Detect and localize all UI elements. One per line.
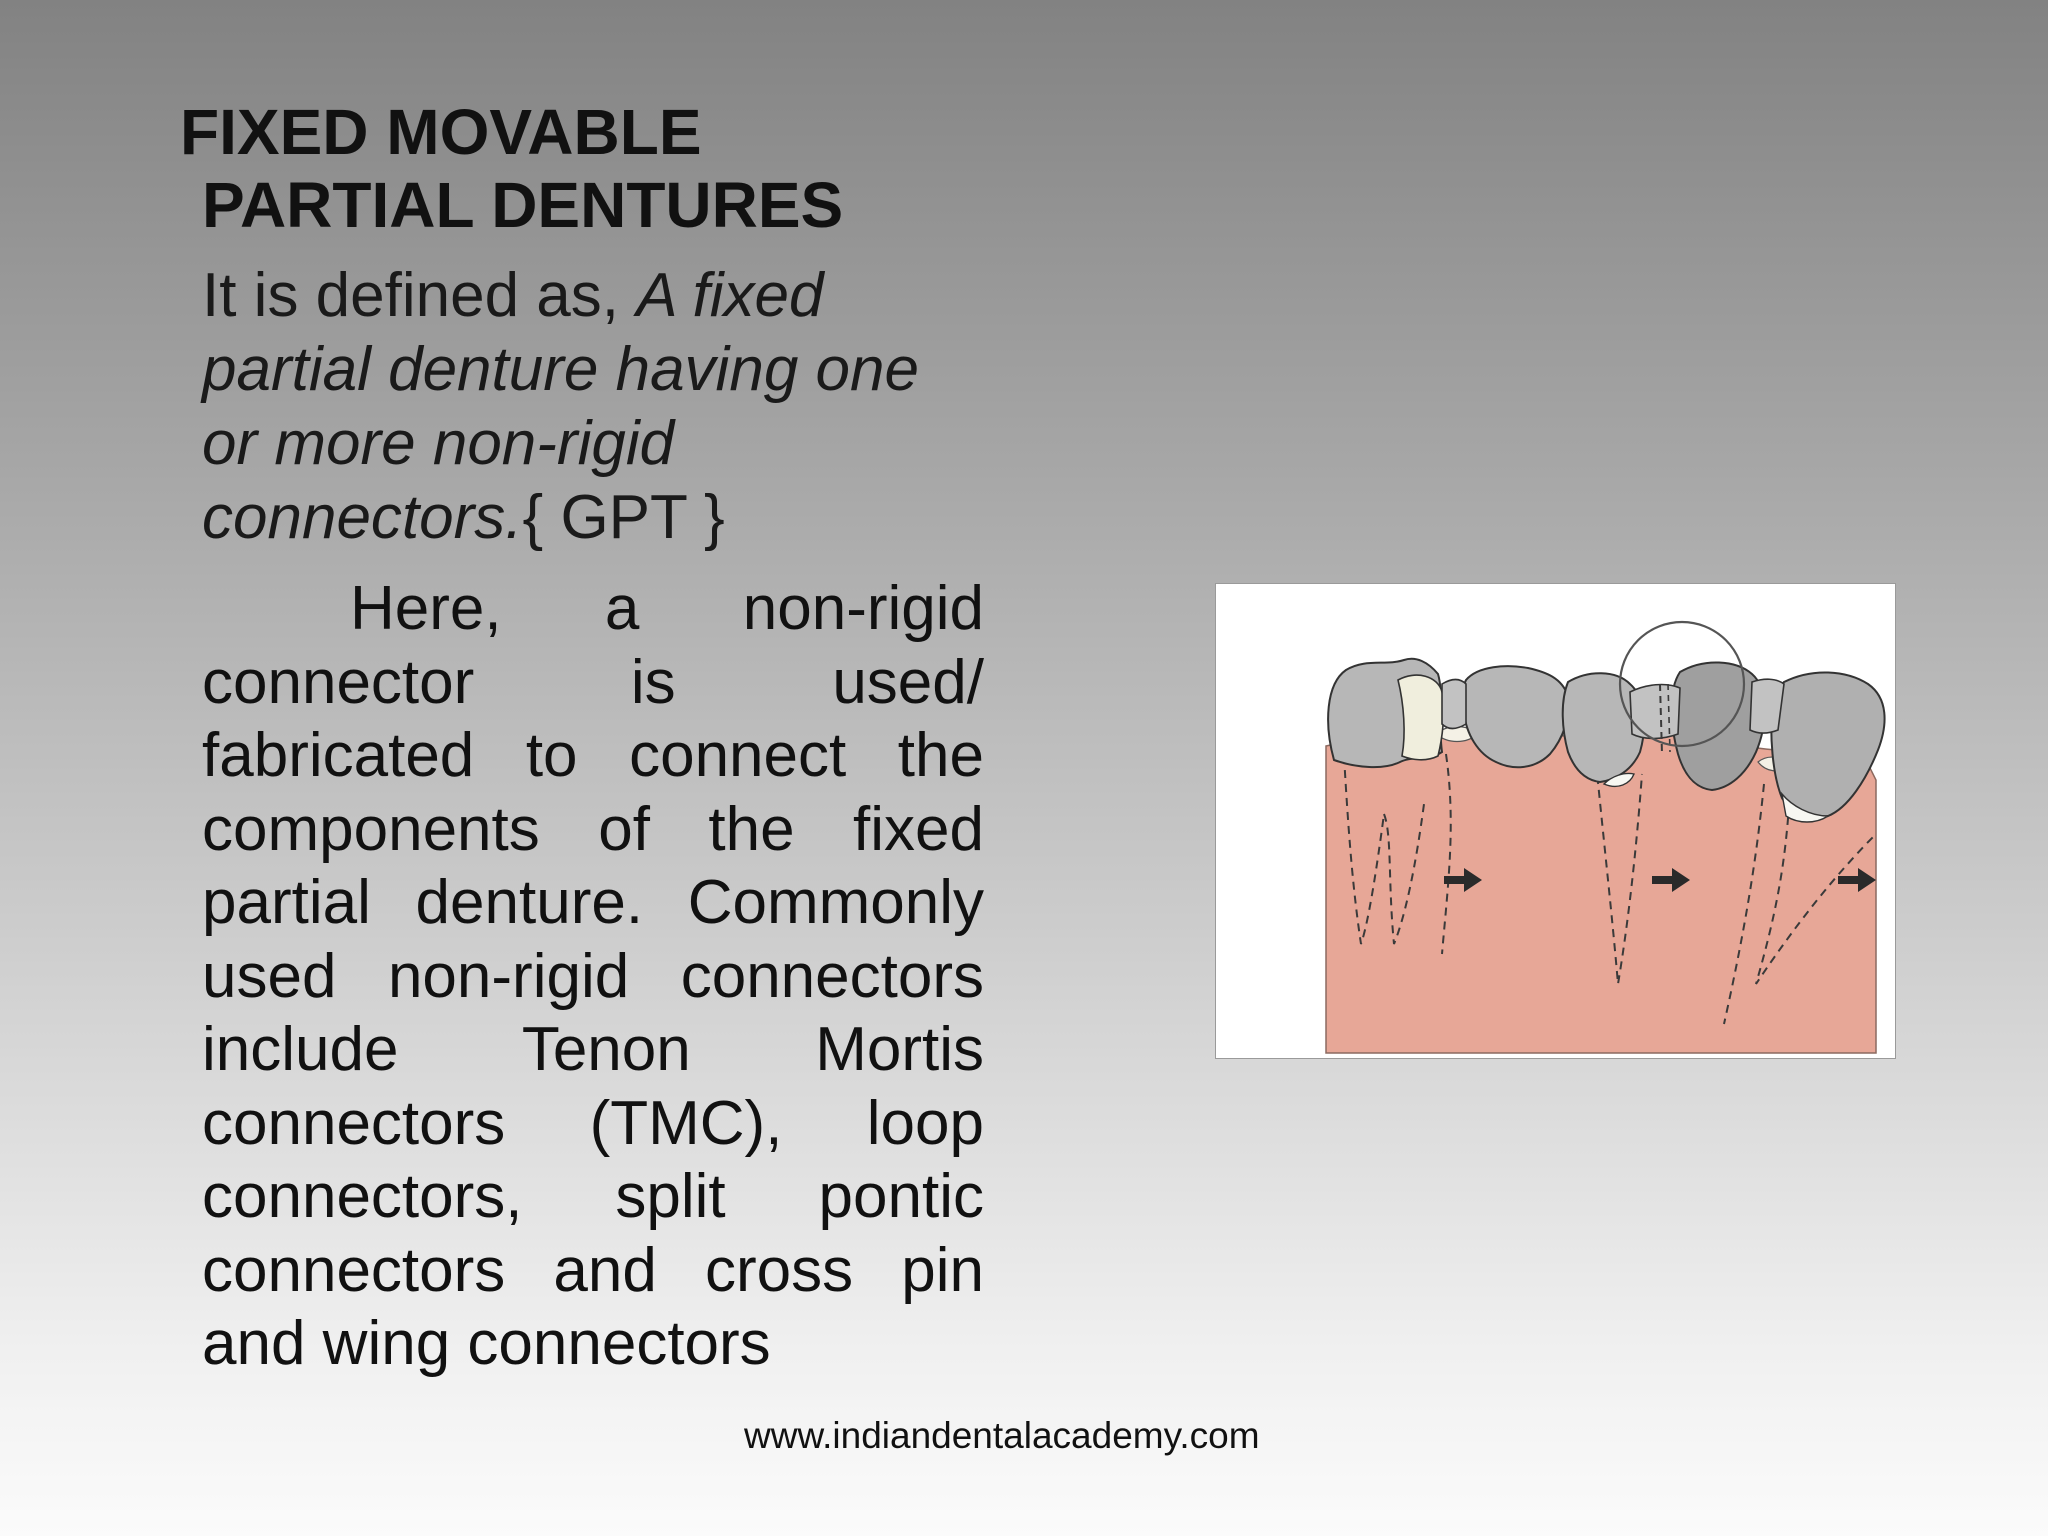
definition-lead: It is defined as, [202, 261, 637, 330]
definition-source: { GPT } [522, 483, 725, 552]
dental-bridge-illustration-icon [1216, 584, 1895, 1058]
slide-title-line2: PARTIAL DENTURES [202, 169, 844, 241]
dental-bridge-figure [1216, 584, 1895, 1058]
footer-url: www.indiandentalacademy.com [744, 1415, 1260, 1456]
definition-text [202, 259, 942, 555]
crown-connector-3 [1750, 679, 1784, 733]
crown-1-light [1398, 675, 1444, 760]
crown-connector-1 [1442, 680, 1466, 729]
slide-title [180, 96, 843, 242]
slide-title-line1: FIXED MOVABLE [180, 96, 702, 168]
definition-quote: A fixed partial denture having one or more non-rigid connectors. [202, 261, 919, 552]
body-paragraph: Here, a non-rigid connector is used/ fabricated to connect the components of the fixed partial denture. Commonly used non-rigid connectors include Tenon Mortis connectors (TMC), loop connectors, split pontic connectors and cross pin and wing connectors [202, 574, 984, 1378]
crown-connector-2 [1630, 685, 1680, 739]
